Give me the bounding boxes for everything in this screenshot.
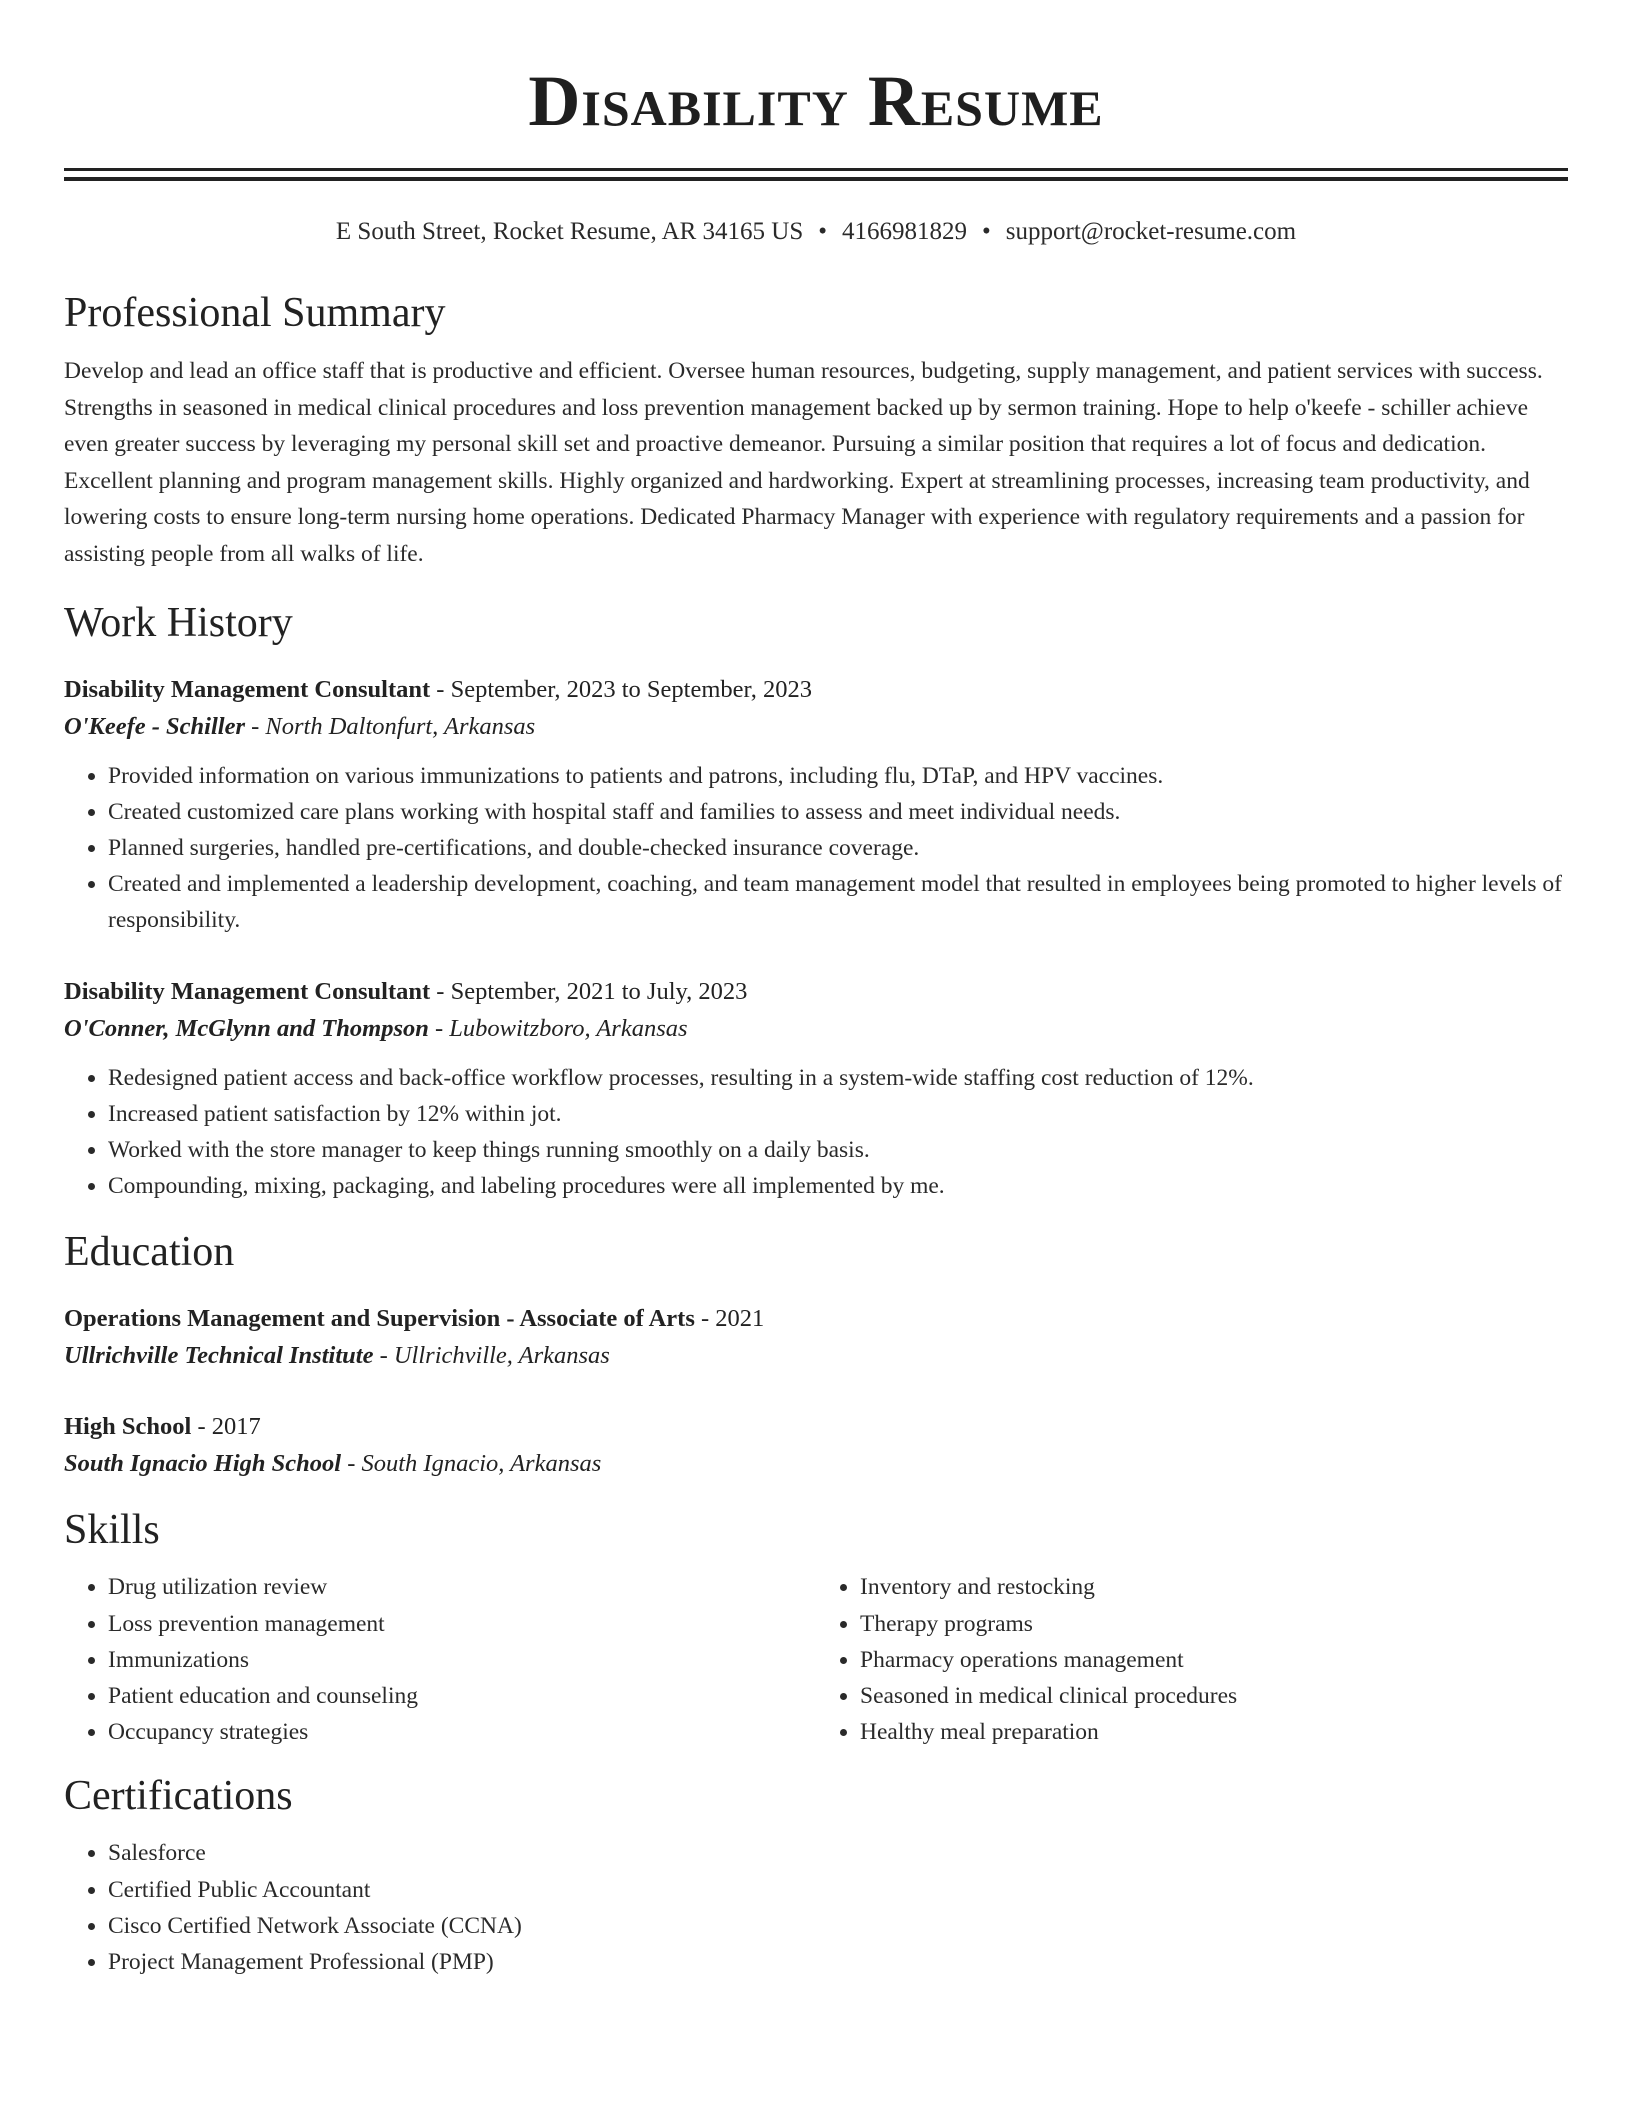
contact-separator: •: [982, 218, 991, 245]
job-location: - Lubowitzboro, Arkansas: [428, 1014, 688, 1042]
job-bullets: [64, 758, 1568, 939]
list-item: • Occupancy strategies: [108, 1714, 816, 1750]
list-item: • Certified Public Accountant: [108, 1872, 1568, 1908]
contact-address: E South Street, Rocket Resume, AR 34165 US: [335, 218, 804, 245]
list-item: • Cisco Certified Network Associate (CCNA): [108, 1908, 1568, 1944]
list-item: • Seasoned in medical clinical procedures: [860, 1678, 1568, 1714]
job-company-line: [64, 708, 1568, 745]
skills-columns: [64, 1569, 1568, 1750]
education-degree-line: [64, 1408, 1568, 1445]
certifications-section: [64, 1770, 1568, 1980]
list-item: • Redesigned patient access and back-office workflow processes, resulting in a system-wide staffing cost reduction of 12%.: [108, 1060, 1568, 1096]
education-school-line: [64, 1445, 1568, 1482]
education-school-line: [64, 1337, 1568, 1374]
education-entry: [64, 1300, 1568, 1374]
job-company-line: [64, 1010, 1568, 1047]
education-section: [64, 1226, 1568, 1482]
list-item: • Drug utilization review: [108, 1569, 816, 1605]
job-dates: - September, 2023 to September, 2023: [430, 675, 812, 703]
list-item: • Pharmacy operations management: [860, 1642, 1568, 1678]
education-location: - South Ignacio, Arkansas: [341, 1450, 602, 1478]
job-dates: - September, 2021 to July, 2023: [430, 977, 748, 1005]
education-year: - 2017: [191, 1413, 261, 1441]
skills-list-right: [816, 1569, 1568, 1750]
list-item: • Healthy meal preparation: [860, 1714, 1568, 1750]
list-item: • Therapy programs: [860, 1606, 1568, 1642]
list-item: • Increased patient satisfaction by 12% within jot.: [108, 1096, 1568, 1132]
list-item: • Created and implemented a leadership development, coaching, and team management model that resulted in employees being promoted to higher levels of responsibility.: [108, 866, 1568, 938]
summary-heading: Professional Summary: [64, 290, 446, 336]
certifications-heading: Certifications: [64, 1773, 293, 1820]
education-entry: [64, 1408, 1568, 1482]
list-item: • Compounding, mixing, packaging, and labeling procedures were all implemented by me.: [108, 1168, 1568, 1204]
list-item: • Created customized care plans working with hospital staff and families to assess and meet individual needs.: [108, 794, 1568, 830]
list-item: • Loss prevention management: [108, 1606, 816, 1642]
list-item: • Project Management Professional (PMP): [108, 1944, 1568, 1980]
education-degree-line: [64, 1300, 1568, 1337]
summary-text: Develop and lead an office staff that is productive and efficient. Oversee human resources, budgeting, supply management, and patient services with success. Strengths in seasoned in medical clinical procedures and loss prevention management backed up by sermon training. Hope to help o'keefe - schiller achieve even greater success by leveraging my personal skill set and proactive demeanor. Pursuing a similar position that requires a lot of focus and dedication. Excellent planning and program management skills. Highly organized and hardworking. Expert at streamlining processes, increasing team productivity, and lowering costs to ensure long-term nursing home operations. Dedicated Pharmacy Manager with experience with regulatory requirements and a passion for assisting people from all walks of life.: [64, 358, 1543, 567]
list-item: • Salesforce: [108, 1835, 1568, 1871]
education-degree: High School: [64, 1413, 192, 1441]
skills-list-left: [64, 1569, 816, 1750]
education-heading: Education: [64, 1229, 235, 1276]
list-item: • Immunizations: [108, 1642, 816, 1678]
job-company: O'Keefe - Schiller: [64, 712, 245, 740]
summary-section: [64, 287, 1568, 573]
list-item: • Provided information on various immunizations to patients and patrons, including flu, DTaP, and HPV vaccines.: [108, 758, 1568, 794]
job-title: Disability Management Consultant: [64, 977, 431, 1005]
contact-email: support@rocket-resume.com: [1005, 218, 1297, 245]
certifications-list: [64, 1835, 1568, 1980]
education-school: South Ignacio High School: [64, 1450, 342, 1478]
job-entry: [64, 671, 1568, 939]
job-title-line: [64, 973, 1568, 1010]
education-degree: Operations Management and Supervision - Associate of Arts: [64, 1305, 695, 1333]
contact-phone: 4166981829: [842, 218, 968, 245]
title-divider: [64, 168, 1568, 181]
job-location: - North Daltonfurt, Arkansas: [245, 712, 536, 740]
contact-line: [64, 215, 1568, 249]
education-school: Ullrichville Technical Institute: [64, 1342, 374, 1370]
education-year: - 2021: [694, 1305, 765, 1333]
job-bullets: [64, 1060, 1568, 1205]
skills-section: [64, 1504, 1568, 1750]
job-title-line: [64, 671, 1568, 708]
list-item: • Patient education and counseling: [108, 1678, 816, 1714]
work-history-heading: Work History: [64, 599, 293, 646]
list-item: • Planned surgeries, handled pre-certifications, and double-checked insurance coverage.: [108, 830, 1568, 866]
job-company: O'Conner, McGlynn and Thompson: [64, 1014, 429, 1042]
list-item: • Inventory and restocking: [860, 1569, 1568, 1605]
education-location: - Ullrichville, Arkansas: [373, 1342, 610, 1370]
contact-separator: •: [818, 218, 828, 245]
list-item: • Worked with the store manager to keep things running smoothly on a daily basis.: [108, 1132, 1568, 1168]
work-history-section: [64, 597, 1568, 1205]
job-title: Disability Management Consultant: [64, 675, 431, 703]
skills-heading: Skills: [64, 1507, 160, 1554]
resume-title: Disability Resume: [528, 61, 1104, 141]
job-entry: [64, 973, 1568, 1205]
